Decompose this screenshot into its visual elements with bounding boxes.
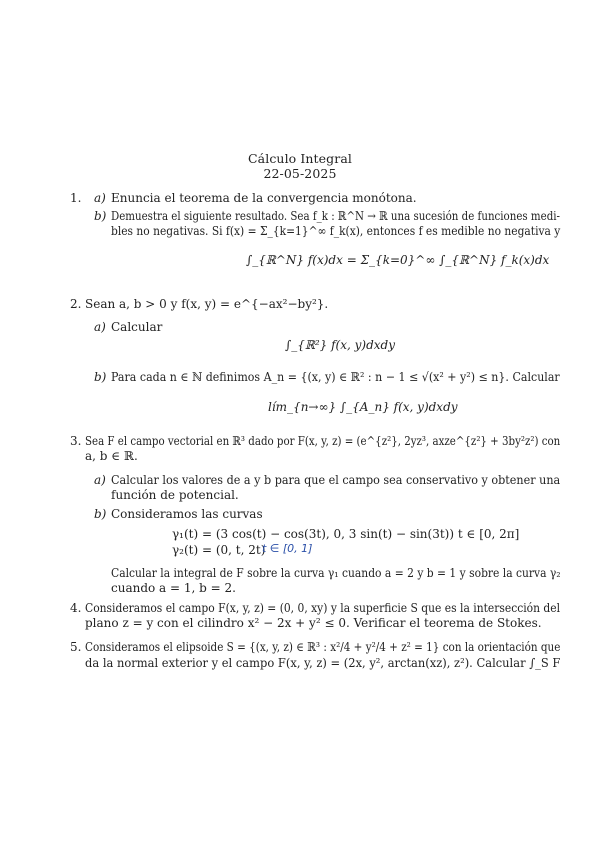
q2-b-text: Para cada n ∈ ℕ definimos A_n = {(x, y) ∈ ℝ² : n − 1 ≤ √(x² + y²) ≤ n}. Calcular	[111, 370, 560, 384]
q3-number: 3.	[70, 434, 82, 448]
q3-b-text: Consideramos las curvas	[111, 507, 263, 521]
q4-number: 4.	[70, 601, 82, 615]
q1-b-line1: Demuestra el siguiente resultado. Sea f_k : ℝ^N → ℝ una sucesión de funciones medi-	[111, 209, 561, 223]
q2-number: 2.	[70, 297, 82, 311]
q1-number: 1.	[70, 191, 82, 205]
q1-b-label: b)	[94, 209, 107, 223]
q1-a-label: a)	[94, 191, 106, 205]
q1-a-text: Enuncia el teorema de la convergencia monótona.	[111, 191, 417, 205]
q4-line1: Consideramos el campo F(x, y, z) = (0, 0, xy) y la superficie S que es la intersección del	[85, 601, 561, 615]
q3-a-line2: función de potencial.	[111, 488, 239, 502]
q5-number: 5.	[70, 640, 82, 654]
q3-a-line1: Calcular los valores de a y b para que el campo sea conservativo y obtener una	[111, 473, 561, 487]
q2-b-formula: lím_{n→∞} ∫_{A_n} f(x, y)dxdy	[268, 400, 458, 414]
q2-a-text: Calcular	[111, 320, 163, 334]
q3-b-line4: cuando a = 1, b = 2.	[111, 581, 236, 595]
q5-line2: da la normal exterior y el campo F(x, y, z) = (2x, y², arctan(xz), z²). Calcular ∫_S F	[85, 656, 561, 670]
q3-gamma1: γ₁(t) = (3 cos(t) − cos(3t), 0, 3 sin(t) − sin(3t)) t ∈ [0, 2π]	[172, 527, 520, 541]
q1-b-line2: bles no negativas. Si f(x) = Σ_{k=1}^∞ f_k(x), entonces f es medible no negativa y	[111, 224, 561, 238]
exam-title: Cálculo Integral	[248, 151, 352, 166]
q3-line2: a, b ∈ ℝ.	[85, 449, 138, 463]
q2-intro: Sean a, b > 0 y f(x, y) = e^{−ax²−by²}.	[85, 297, 329, 311]
q3-b-line3: Calcular la integral de F sobre la curva γ₁ cuando a = 2 y b = 1 y sobre la curva γ₂	[111, 566, 561, 580]
q2-a-formula: ∫_{ℝ²} f(x, y)dxdy	[285, 338, 396, 352]
q3-gamma2: γ₂(t) = (0, t, 2t)	[172, 543, 266, 557]
q3-handwritten-interval: t ∈ [0, 1]	[262, 542, 313, 555]
q3-line1: Sea F el campo vectorial en ℝ³ dado por F(x, y, z) = (e^{z²}, 2yz³, axze^{z²} + 3by²z²) con	[85, 434, 561, 448]
q2-a-label: a)	[94, 320, 106, 334]
q1-formula: ∫_{ℝ^N} f(x)dx = Σ_{k=0}^∞ ∫_{ℝ^N} f_k(x)dx	[246, 253, 550, 267]
q3-a-label: a)	[94, 473, 106, 487]
q3-b-label: b)	[94, 507, 107, 521]
q4-line2: plano z = y con el cilindro x² − 2x + y² ≤ 0. Verificar el teorema de Stokes.	[85, 616, 542, 630]
q2-b-label: b)	[94, 370, 107, 384]
exam-date: 22-05-2025	[263, 166, 337, 181]
q5-line1: Consideramos el elipsoide S = {(x, y, z) ∈ ℝ³ : x²/4 + y²/4 + z² = 1} con la orientación que	[85, 640, 561, 654]
